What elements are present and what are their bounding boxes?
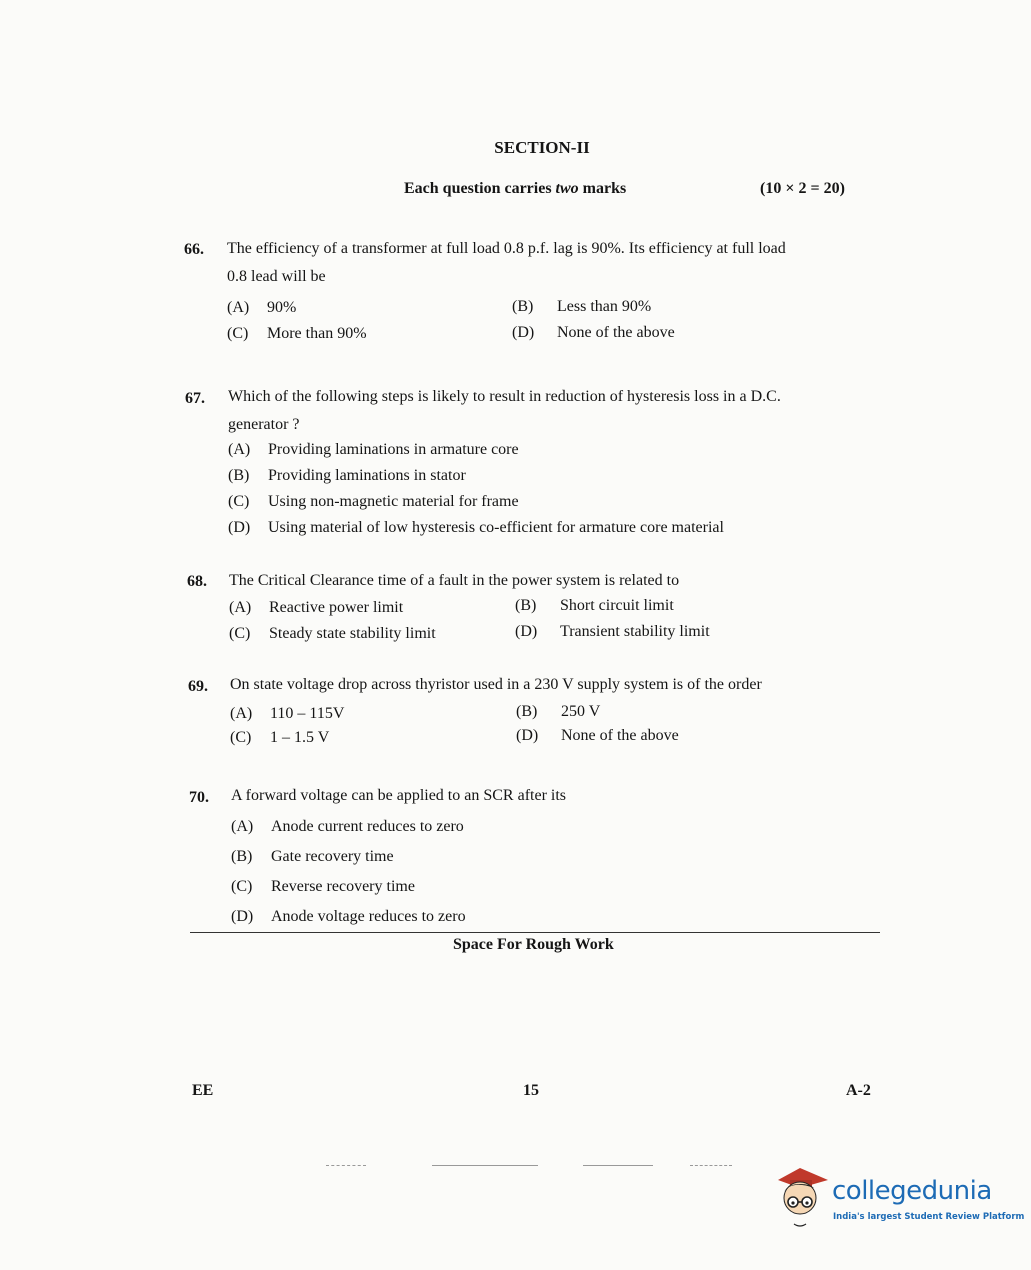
option-d: (D) None of the above — [516, 727, 679, 744]
section-title: SECTION-II — [494, 138, 590, 157]
option-a: (A) Reactive power limit — [229, 599, 404, 616]
scan-mark — [326, 1165, 366, 1166]
page-number: 15 — [523, 1082, 539, 1099]
option-c: (C) Reverse recovery time — [231, 878, 415, 895]
option-c: (C) More than 90% — [227, 325, 367, 342]
option-d: (D) Using material of low hysteresis co-efficient for armature core material — [228, 519, 724, 536]
question-number: 70. — [189, 789, 209, 806]
option-d: (D) None of the above — [512, 324, 675, 341]
logo-wordmark: collegedunia — [832, 1176, 992, 1206]
option-c: (C) Steady state stability limit — [229, 625, 436, 642]
question-text-line: The Critical Clearance time of a fault in the power system is related to — [229, 572, 680, 589]
option-d: (D) Transient stability limit — [515, 623, 710, 640]
scan-mark — [690, 1165, 732, 1166]
question-text-line: On state voltage drop across thyristor used in a 230 V supply system is of the order — [230, 676, 762, 693]
rough-work-label: Space For Rough Work — [453, 936, 614, 953]
footer-subject-code: EE — [192, 1082, 214, 1099]
option-a: (A) Anode current reduces to zero — [231, 818, 464, 835]
option-b: (B) Less than 90% — [512, 298, 652, 315]
option-c: (C) Using non-magnetic material for frame — [228, 493, 519, 510]
footer-set-code: A-2 — [846, 1082, 871, 1099]
scan-mark — [432, 1165, 538, 1166]
question-text-line: generator ? — [228, 416, 300, 433]
question-number: 69. — [188, 678, 208, 695]
option-a: (A) Providing laminations in armature core — [228, 441, 519, 458]
option-c: (C) 1 – 1.5 V — [230, 729, 330, 746]
option-a: (A) 110 – 115V — [230, 705, 345, 722]
option-b: (B) Short circuit limit — [515, 597, 674, 614]
option-b: (B) Providing laminations in stator — [228, 467, 466, 484]
option-b: (B) 250 V — [516, 703, 601, 720]
question-text-line: A forward voltage can be applied to an SCR after its — [231, 787, 567, 804]
option-a: (A) 90% — [227, 299, 297, 316]
question-number: 67. — [185, 390, 205, 407]
question-text-line: 0.8 lead will be — [227, 268, 326, 285]
option-b: (B) Gate recovery time — [231, 848, 394, 865]
scan-mark — [583, 1165, 653, 1166]
option-d: (D) Anode voltage reduces to zero — [231, 908, 466, 925]
question-text-line: The efficiency of a transformer at full load 0.8 p.f. lag is 90%. Its efficiency at full load — [227, 240, 786, 257]
marks-instruction: Each question carries two marks — [404, 180, 627, 197]
logo-tagline: India's largest Student Review Platform — [833, 1212, 1025, 1222]
question-number: 66. — [184, 241, 204, 258]
question-text-line: Which of the following steps is likely to result in reduction of hysteresis loss in a D.C. — [228, 388, 781, 405]
total-score: (10 × 2 = 20) — [760, 180, 845, 197]
divider-rule — [190, 932, 880, 933]
question-number: 68. — [187, 573, 207, 590]
